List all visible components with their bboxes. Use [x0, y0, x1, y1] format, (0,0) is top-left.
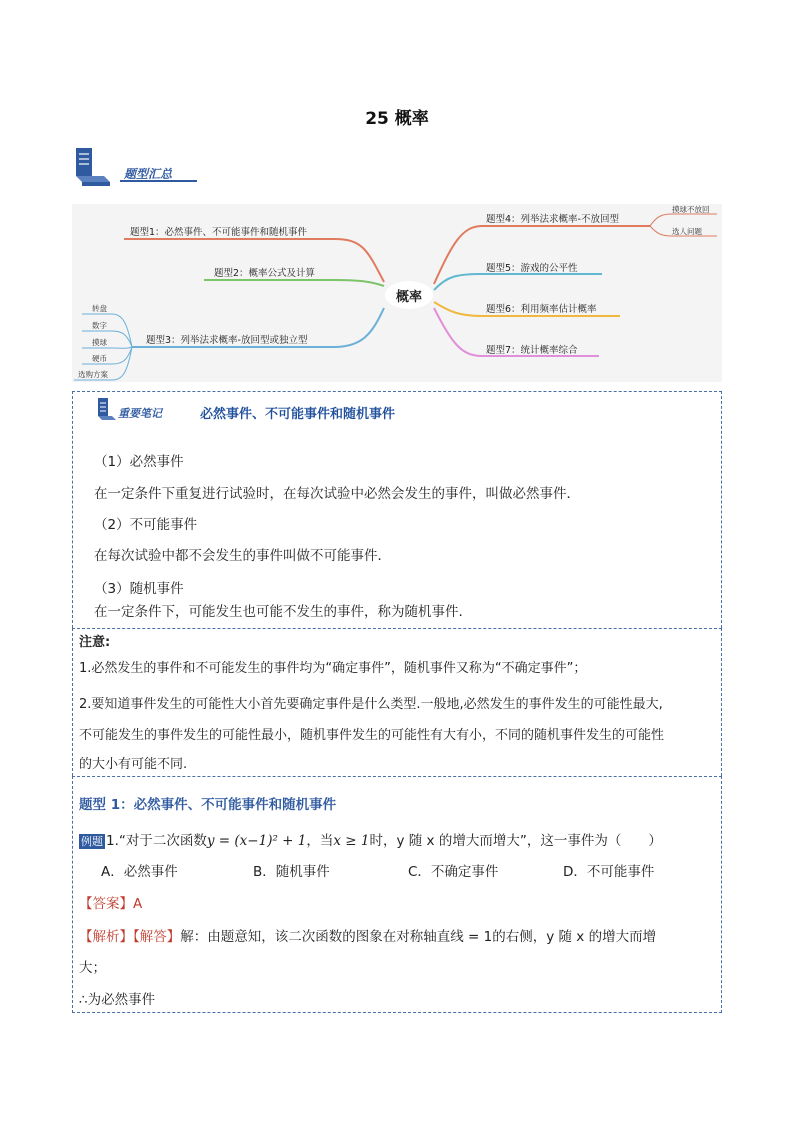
- note-heading: （2）不可能事件: [94, 517, 198, 533]
- mind-map-node-t5: 题型5：游戏的公平性: [486, 263, 578, 274]
- mind-map-leaf: 转盘: [92, 304, 107, 313]
- mind-map-leaf: 摸球不放回: [672, 205, 710, 214]
- option-c: C．不确定事件: [408, 864, 499, 880]
- example-section-title: 题型 1：必然事件、不可能事件和随机事件: [79, 797, 337, 813]
- example-tag: 例题: [81, 835, 103, 848]
- attention-line: 2.要知道事件发生的可能性大小首先要确定事件是什么类型.一般地,必然发生的事件发生的可能性最大,: [79, 697, 663, 712]
- attention-line: 的大小有可能不同.: [79, 757, 188, 772]
- mind-map-leaf: 数字: [92, 321, 107, 330]
- question-condition: x ≥ 1: [333, 833, 370, 849]
- answer-value: A: [133, 896, 143, 912]
- mind-map-center: 概率: [396, 290, 423, 305]
- mind-map-node-t2: 题型2：概率公式及计算: [214, 268, 316, 279]
- question-text-mid: ，当: [306, 833, 334, 849]
- note-text: 在一定条件下，可能发生也可能不发生的事件，称为随机事件.: [94, 604, 463, 620]
- conclusion: ∴为必然事件: [79, 992, 156, 1008]
- mind-map-node-t7: 题型7：统计概率综合: [486, 345, 578, 356]
- question-formula: y = (x−1)² + 1: [206, 833, 307, 849]
- page-title: 25 概率: [365, 109, 429, 129]
- notes-header-title: 必然事件、不可能事件和随机事件: [200, 407, 396, 422]
- question-text-post: 时，y 随 x 的增大而增大”，这一事件为（ ）: [369, 833, 662, 849]
- attention-title: 注意:: [79, 635, 111, 650]
- example-number: 1: [106, 833, 115, 849]
- attention-line: 不可能发生的事件发生的可能性最小，随机事件发生的可能性有大有小，不同的随机事件发生的可能性: [79, 728, 665, 743]
- question-text-pre: .“对于二次函数: [114, 833, 207, 849]
- mind-map-leaf: 选人问题: [672, 227, 702, 236]
- mind-map-leaf: 选购方案: [78, 370, 108, 379]
- mind-map-leaf: 摸球: [92, 338, 107, 347]
- analysis-continuation: 大；: [79, 960, 106, 976]
- answer-line: [79, 892, 142, 912]
- note-text: 在每次试验中都不会发生的事件叫做不可能事件．: [94, 548, 391, 564]
- attention-line: 1.必然发生的事件和不可能发生的事件均为“确定事件”，随机事件又称为“不确定事件”；: [79, 661, 587, 676]
- mind-map-node-t4: 题型4：列举法求概率-不放回型: [486, 214, 619, 225]
- analysis-text: 解：由题意知，该二次函数的图象在对称轴直线 = 1的右侧，y 随 x 的增大而增: [180, 929, 657, 945]
- analysis-line: [79, 925, 656, 945]
- mind-map-leaf: 硬币: [92, 354, 107, 363]
- analysis-label: 【解析】【解答】: [79, 929, 181, 945]
- answer-label: 【答案】: [79, 896, 133, 912]
- option-d: D．不可能事件: [563, 864, 655, 880]
- mind-map-node-t6: 题型6：利用频率估计概率: [486, 304, 597, 315]
- mind-map-node-t1: 题型1：必然事件、不可能事件和随机事件: [130, 227, 308, 238]
- option-a: A．必然事件: [101, 864, 178, 880]
- note-heading: （1）必然事件: [94, 454, 184, 470]
- note-text: 在一定条件下重复进行试验时，在每次试验中必然会发生的事件，叫做必然事件．: [94, 486, 580, 502]
- notebook-icon: [96, 396, 118, 422]
- section-badge-label: 题型汇总: [124, 167, 173, 181]
- option-b: B．随机事件: [253, 864, 330, 880]
- mind-map: [72, 204, 722, 382]
- note-heading: （3）随机事件: [94, 581, 184, 597]
- mind-map-node-t3: 题型3：列举法求概率-放回型或独立型: [146, 335, 308, 346]
- notes-header-label: 重要笔记: [118, 407, 162, 420]
- example-question: [79, 829, 662, 849]
